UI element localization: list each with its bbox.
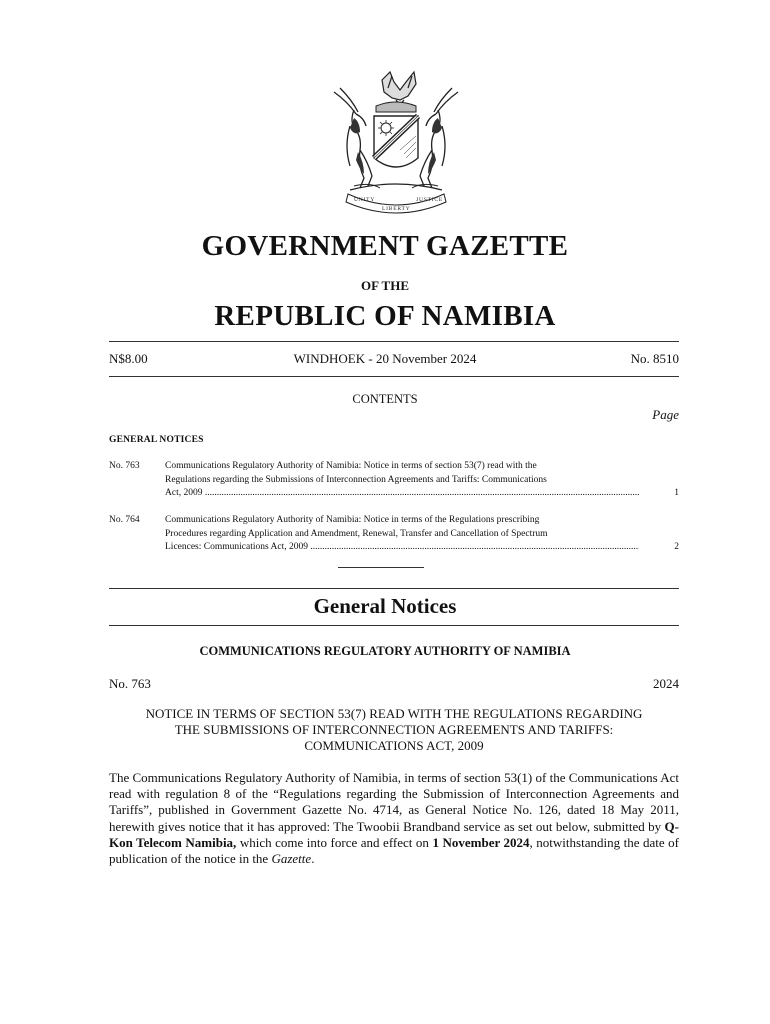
body-gazette-italic: Gazette — [271, 851, 312, 867]
body-text: The Communications Regulatory Authority of Namibia, in terms of section 53(1) of the Communications Act read with regulation 8 of the “Regulations regarding the Submission of Interconnection Agreements and Tariffs”, published in Government Gazette No. 4714, as General Notice No. 126, dated 18 May 2011, herewith gives notice that it has approved: The Twoobii Brandband service as set out below, submitted by — [109, 770, 679, 834]
notice-title — [109, 706, 679, 754]
contents-section-heading: GENERAL NOTICES — [109, 435, 204, 445]
dateline: WINDHOEK - 20 November 2024 — [293, 351, 477, 366]
authority-heading: COMMUNICATIONS REGULATORY AUTHORITY OF NAMIBIA — [199, 644, 571, 658]
motto-liberty: LIBERTY — [382, 206, 411, 212]
gazette-title: GOVERNMENT GAZETTE — [201, 230, 569, 262]
entry-text — [165, 514, 639, 555]
section-rule-top — [109, 588, 679, 589]
notice-body — [109, 770, 679, 867]
body-provider: Q-Kon Telecom Namibia, — [109, 818, 679, 850]
notice-number: No. 763 — [109, 676, 151, 691]
notice-year: 2024 — [653, 676, 679, 691]
entry-line-leader: Licences: Communications Act, 2009 ..... — [165, 541, 639, 555]
entry-line-leader: Act, 2009 ..... — [165, 487, 639, 501]
of-the-label: OF THE — [360, 278, 410, 293]
price-label: N$8.00 — [109, 351, 148, 366]
notice-title-line: THE SUBMISSIONS OF INTERCONNECTION AGREEMENTS AND TARIFFS: — [174, 722, 614, 737]
motto-unity: UNITY — [354, 197, 376, 203]
entry-text — [165, 460, 639, 501]
entry-number: No. 764 — [109, 515, 140, 525]
namibia-coat-of-arms-icon — [320, 66, 472, 216]
body-effective-date: 1 November 2024 — [432, 834, 530, 850]
notice-title-line: NOTICE IN TERMS OF SECTION 53(7) READ WITH THE REGULATIONS REGARDING — [145, 706, 643, 721]
body-text: which come into force and effect on — [236, 834, 433, 850]
contents-end-rule — [338, 567, 424, 568]
entry-line: Regulations regarding the Submissions of Interconnection Agreements and Tariffs: Communications — [165, 474, 547, 485]
page-column-label: Page — [652, 407, 679, 422]
header-rule-top — [109, 341, 679, 342]
motto-justice: JUSTICE — [416, 197, 443, 203]
entry-page: 2 — [674, 542, 679, 552]
entry-line: Procedures regarding Application and Amendment, Renewal, Transfer and Cancellation of Spectrum — [165, 528, 548, 539]
republic-title: REPUBLIC OF NAMIBIA — [214, 300, 556, 332]
notice-title-line: COMMUNICATIONS ACT, 2009 — [304, 738, 484, 753]
contents-heading: CONTENTS — [352, 392, 418, 406]
entry-line: Communications Regulatory Authority of Namibia: Notice in terms of the Regulations prescribing — [165, 515, 540, 525]
gazette-number: No. 8510 — [630, 351, 679, 366]
header-rule-bottom — [109, 376, 679, 377]
body-text: , notwithstanding the date of publication of the notice in the — [109, 834, 680, 867]
body-text: . — [311, 851, 315, 867]
general-notices-heading: General Notices — [313, 594, 457, 618]
section-rule-bottom — [109, 625, 679, 626]
entry-page: 1 — [674, 488, 679, 498]
entry-line: Communications Regulatory Authority of Namibia: Notice in terms of section 53(7) read with the — [165, 461, 537, 471]
entry-number: No. 763 — [109, 461, 140, 471]
